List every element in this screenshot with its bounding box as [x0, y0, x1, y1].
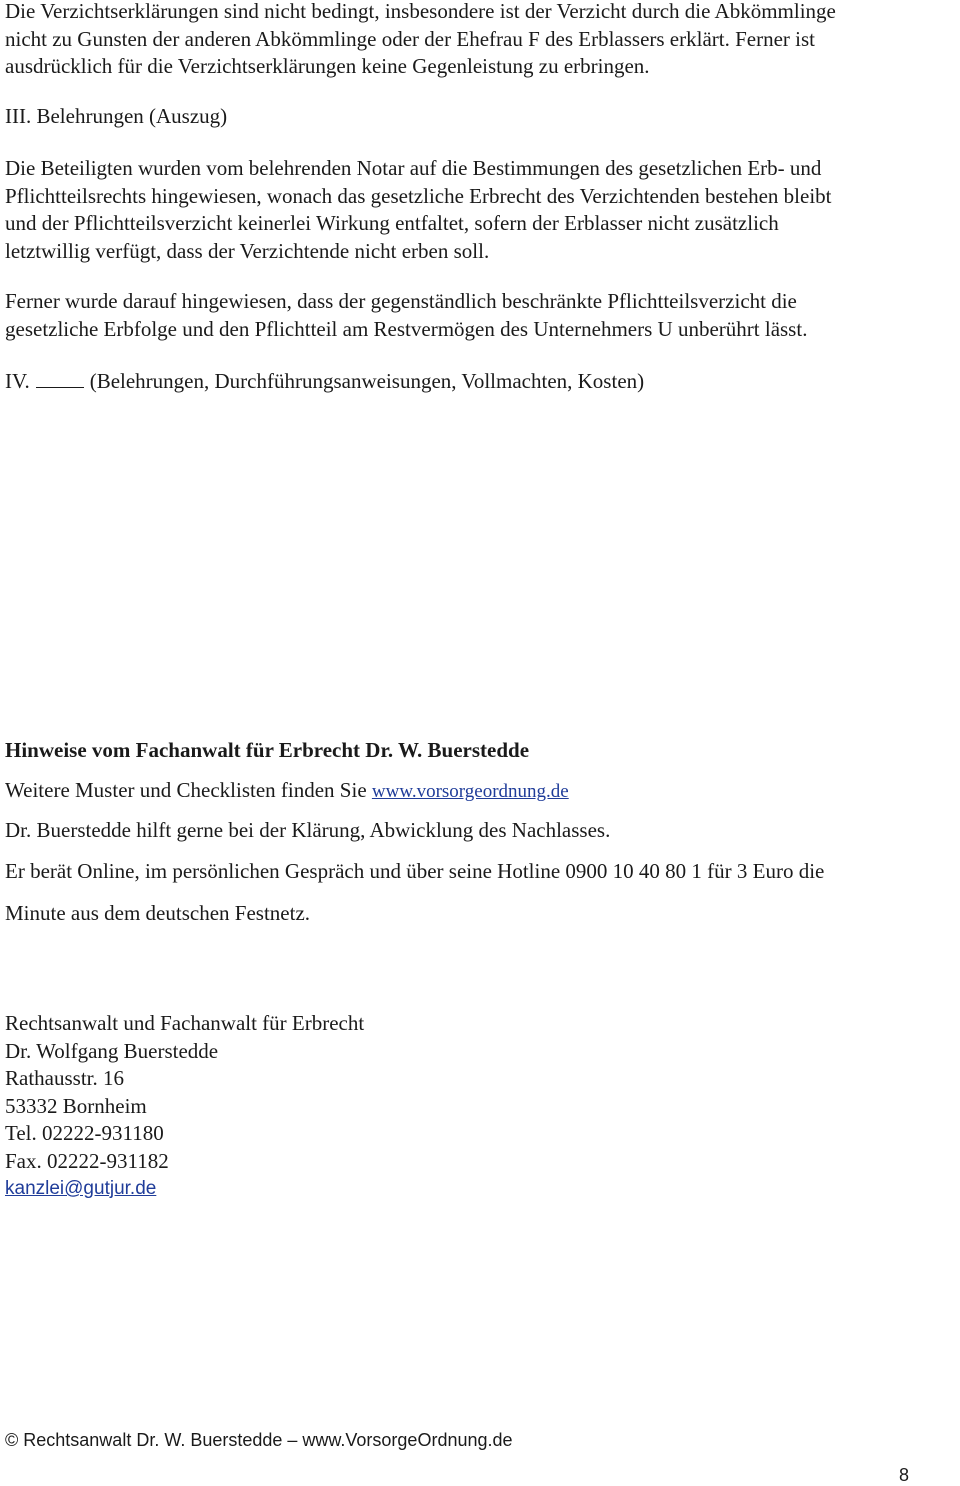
blank-line: [36, 369, 84, 388]
contact-street: Rathausstr. 16: [5, 1066, 124, 1090]
text-line: Die Verzichtserklärungen sind nicht bedingt, insbesondere ist der Verzicht durch die Abkömmlinge: [5, 0, 836, 23]
vorsorgeordnung-link[interactable]: www.vorsorgeordnung.de: [371, 781, 569, 802]
text-line: Die Beteiligten wurden vom belehrenden Notar auf die Bestimmungen des gesetzlichen Erb- und: [5, 156, 822, 180]
contact-name: Dr. Wolfgang Buerstedde: [5, 1038, 219, 1063]
advice-line-1: Er berät Online, im persönlichen Gespräch und über seine Hotline 0900 10 40 80 1 für 3 Euro die: [5, 859, 825, 883]
contact-title: Rechtsanwalt und Fachanwalt für Erbrecht: [5, 1011, 365, 1035]
text-line: und der Pflichtteilsverzicht keinerlei Wirkung entfaltet, sofern der Erblasser nicht zusätzlich: [5, 211, 779, 235]
page-number: 8: [899, 1465, 910, 1485]
advice-line-2: Minute aus dem deutschen Festnetz.: [5, 901, 311, 925]
text-line: nicht zu Gunsten der anderen Abkömmlinge oder der Ehefrau F des Erblassers erklärt. Ferner ist: [5, 26, 815, 51]
text-line: gesetzliche Erbfolge und den Pflichtteil am Restvermögen des Unternehmers U unberührt lässt.: [5, 316, 808, 341]
section-4-heading: [5, 368, 955, 396]
contact-email-link[interactable]: kanzlei@gutjur.de: [5, 1178, 157, 1199]
contact-phone: Tel. 02222-931180: [5, 1121, 164, 1145]
text-line: ausdrücklich für die Verzichtserklärungen keine Gegenleistung zu erbringen.: [5, 54, 650, 78]
help-line: Dr. Buerstedde hilft gerne bei der Klärung, Abwicklung des Nachlasses.: [5, 818, 611, 842]
contact-fax: Fax. 02222-931182: [5, 1148, 169, 1173]
section-4-number: IV.: [5, 369, 30, 393]
more-templates-text: Weitere Muster und Checklisten finden Sie: [5, 778, 367, 802]
hints-heading: Hinweise vom Fachanwalt für Erbrecht Dr. W. Buerstedde: [5, 738, 530, 762]
paragraph-restricted-waiver: [5, 288, 955, 343]
text-line: Ferner wurde darauf hingewiesen, dass der gegenständlich beschränkte Pflichtteilsverzicht die: [5, 289, 797, 313]
contact-city: 53332 Bornheim: [5, 1093, 147, 1118]
paragraph-instructions: [5, 155, 955, 265]
text-line: letztwillig verfügt, dass der Verzichtende nicht erben soll.: [5, 238, 490, 263]
contact-block: [5, 1010, 955, 1203]
section-4-text: (Belehrungen, Durchführungsanweisungen, Vollmachten, Kosten): [89, 369, 645, 393]
section-3-heading: III. Belehrungen (Auszug): [5, 104, 228, 128]
more-templates-line: [5, 777, 955, 806]
paragraph-waiver-conditions: [5, 0, 955, 81]
page-footer: © Rechtsanwalt Dr. W. Buerstedde – www.VorsorgeOrdnung.de: [5, 1430, 513, 1450]
text-line: Pflichtteilsrechts hingewiesen, wonach das gesetzliche Erbrecht des Verzichtenden bestehen bleibt: [5, 183, 832, 208]
